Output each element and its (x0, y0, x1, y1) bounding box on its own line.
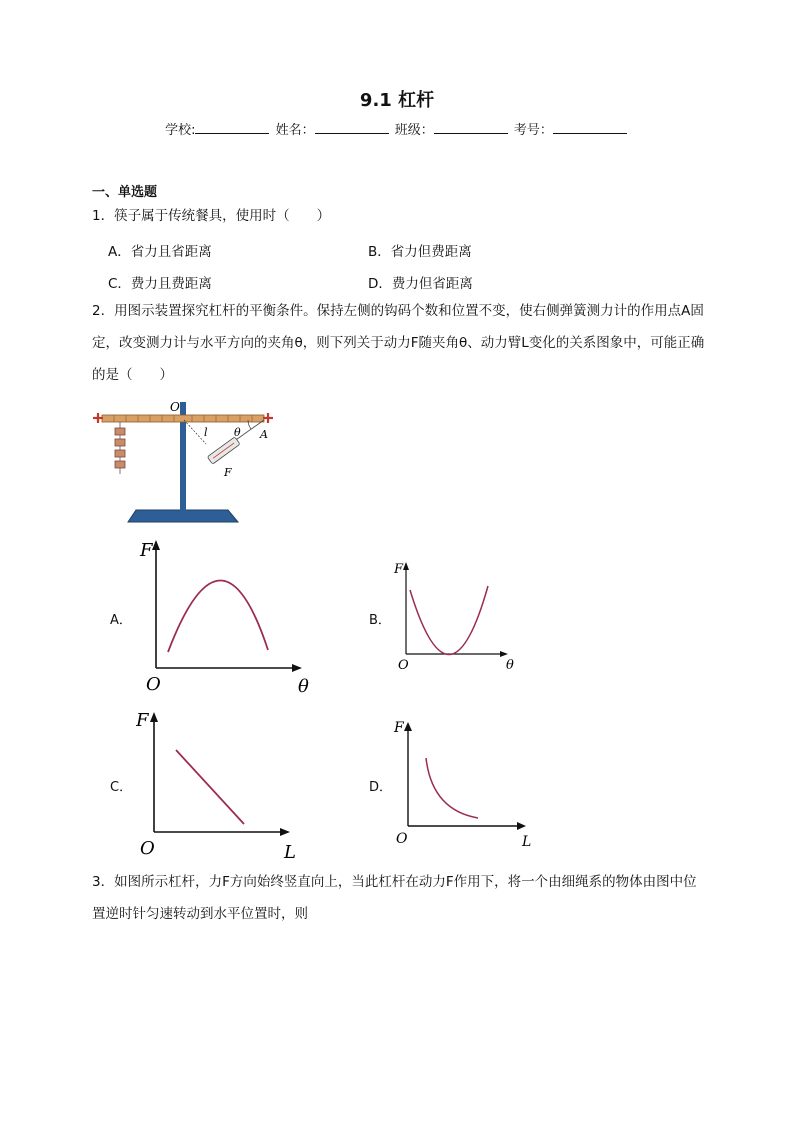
id-blank[interactable] (553, 121, 627, 134)
graph-a-y-label: F (140, 540, 153, 561)
graph-b-curve (410, 586, 488, 655)
pivot-label: O (170, 400, 180, 414)
graph-a (138, 536, 318, 696)
class-blank[interactable] (434, 121, 508, 134)
name-label: 姓名： (275, 123, 315, 138)
name-blank[interactable] (315, 121, 389, 134)
q1-option-c[interactable]: C．费力且费距离 (108, 276, 212, 292)
q3-stem: 3．如图所示杠杆，力F方向始终竖直向上，当此杠杆在动力F作用下，将一个由细绳系的物体由图中位置逆时针匀速转动到水平位置时，则 (92, 874, 697, 922)
graph-d-curve (426, 758, 478, 818)
graph-b-y-label: F (394, 562, 404, 577)
graph-b-origin: O (398, 658, 409, 673)
graph-d-origin: O (396, 831, 408, 847)
graph-a-letter[interactable]: A． (110, 613, 132, 628)
left-end-pin (93, 413, 103, 423)
graph-d (390, 712, 540, 848)
graph-b (390, 556, 520, 676)
graph-d-letter[interactable]: D． (369, 780, 393, 795)
class-label: 班级： (394, 123, 434, 138)
graph-b-x-label: θ (506, 658, 514, 673)
page-title: 9.1 杠杆 (359, 90, 435, 111)
student-info-line (0, 119, 794, 138)
arm-label: l (204, 426, 208, 439)
graph-c-x-label: L (284, 842, 296, 862)
right-end-pin (263, 413, 273, 423)
force-label: F (224, 466, 232, 479)
graph-d-y-label: F (394, 720, 404, 736)
q1-option-d[interactable]: D．费力但省距离 (368, 276, 473, 292)
spring-scale (207, 437, 240, 464)
graph-a-x-label: θ (298, 676, 309, 696)
id-label: 考号： (513, 123, 553, 138)
graph-a-origin: O (146, 674, 161, 695)
section-heading: 一、单选题 (92, 185, 158, 200)
graph-a-curve (168, 580, 268, 652)
q1-option-b[interactable]: B．省力但费距离 (368, 244, 472, 260)
angle-label: θ (234, 426, 241, 439)
q1-stem: 1．筷子属于传统餐具，使用时（ ） (92, 208, 331, 224)
school-blank[interactable] (195, 121, 269, 134)
graph-b-letter[interactable]: B． (369, 613, 391, 628)
graph-c-y-label: F (136, 710, 149, 731)
point-a-label: A (260, 428, 268, 441)
school-label: 学校: (165, 123, 196, 138)
graph-c-origin: O (140, 838, 155, 859)
graph-c (136, 706, 306, 862)
q2-stem: 2．用图示装置探究杠杆的平衡条件。保持左侧的钩码个数和位置不变，使右侧弹簧测力计的作用点A固定，改变测力计与水平方向的夹角θ，则下列关于动力F随夹角θ、动力臂L变化的关系图象中，可能正确的是（ ） (92, 303, 705, 383)
lever-apparatus-figure (88, 396, 288, 526)
arm-line (184, 420, 206, 444)
graph-d-x-label: L (522, 834, 532, 848)
graph-c-line (176, 750, 244, 824)
graph-c-letter[interactable]: C． (110, 780, 133, 795)
q1-option-a[interactable]: A．省力且省距离 (108, 244, 212, 260)
